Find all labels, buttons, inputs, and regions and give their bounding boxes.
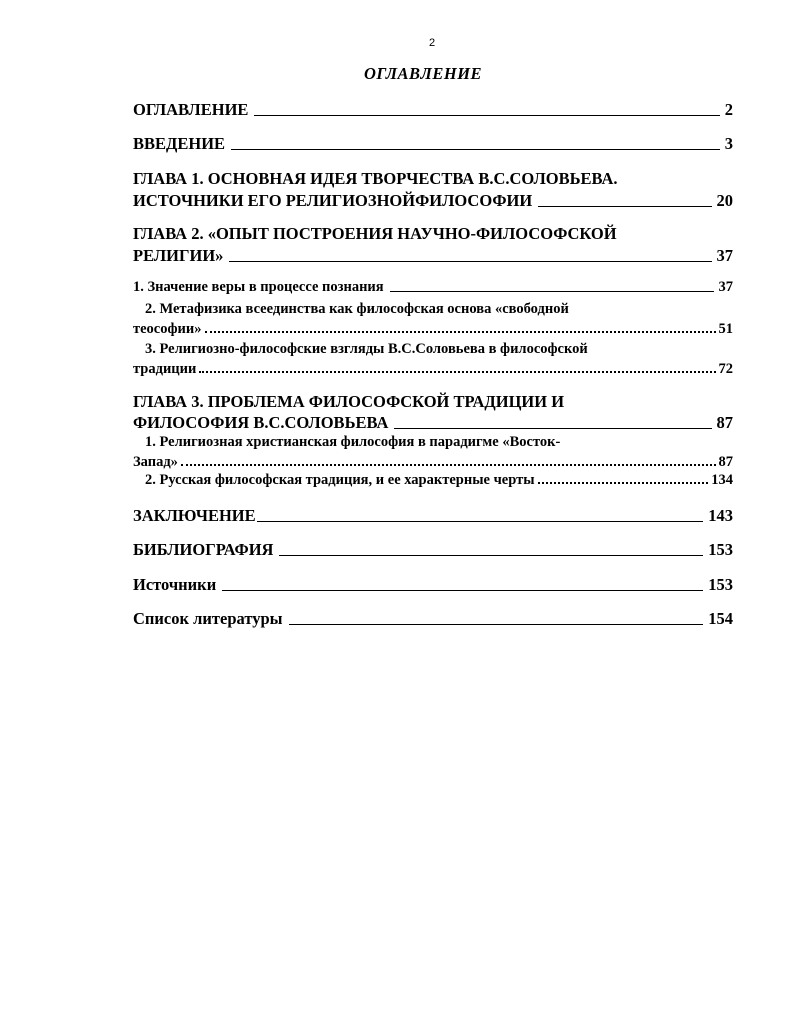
toc-entry-chapter-3[interactable] (133, 391, 733, 433)
toc-entry-page: 37 (716, 246, 733, 265)
leader-dots (181, 464, 716, 466)
leader-line (231, 149, 720, 150)
toc-entry-chapter-1[interactable] (133, 168, 733, 212)
leader-line (538, 206, 711, 207)
leader-line (222, 590, 703, 591)
leader-line (279, 555, 703, 556)
toc-entry-title: Источники (133, 575, 217, 594)
toc-entry-page: 3 (724, 134, 733, 153)
toc-entry-page: 37 (718, 279, 733, 295)
toc-entry-sources[interactable] (133, 575, 733, 595)
toc-entry-page: 143 (708, 506, 733, 525)
leader-line (390, 291, 714, 292)
toc-entry-section-3-2[interactable] (145, 472, 733, 489)
toc-entry-title: ЗАКЛЮЧЕНИЕ (133, 506, 256, 525)
toc-entry-title: ВВЕДЕНИЕ (133, 134, 226, 153)
toc-entry-conclusion[interactable] (133, 506, 733, 526)
toc-entry-page: 72 (718, 361, 733, 377)
toc-entry-title-line-1: 1. Религиозная христианская философия в парадигме «Восток- (145, 434, 561, 450)
toc-entry-page: 20 (716, 191, 733, 210)
toc-entry-introduction[interactable] (133, 134, 733, 154)
toc-entry-section-3-1[interactable] (133, 432, 733, 472)
toc-entry-section-2-2[interactable] (133, 299, 733, 339)
toc-entry-title: Список литературы (133, 609, 283, 628)
toc-entry-title: 2. Русская философская традиция, и ее характерные черты (145, 472, 535, 488)
leader-line (289, 624, 704, 625)
toc-entry-page: 134 (711, 472, 733, 488)
toc-entry-section-2-1[interactable] (133, 279, 733, 296)
toc-entry-page: 87 (718, 454, 733, 470)
toc-entry-title-line-2: РЕЛИГИИ» (133, 246, 224, 265)
toc-entry-page: 153 (708, 540, 733, 559)
toc-entry-page: 87 (716, 413, 733, 432)
toc-entry-bibliography[interactable] (133, 540, 733, 560)
toc-entry-title-line-1: ГЛАВА 1. ОСНОВНАЯ ИДЕЯ ТВОРЧЕСТВА В.С.СОЛОВЬЕВА. (133, 169, 618, 188)
toc-entry-title-line-1: ГЛАВА 2. «ОПЫТ ПОСТРОЕНИЯ НАУЧНО-ФИЛОСОФСКОЙ (133, 224, 617, 243)
toc-entry-title-line-1: 3. Религиозно-философские взгляды В.С.Соловьева в философской (145, 341, 588, 357)
leader-dots (538, 482, 709, 484)
toc-entry-title-line-1: 2. Метафизика всеединства как философская основа «свободной (145, 301, 569, 317)
toc-entry-title: 1. Значение веры в процессе познания (133, 279, 384, 295)
toc-entry-title: ОГЛАВЛЕНИЕ (133, 100, 249, 119)
toc-entry-title-line-2: традиции (133, 361, 197, 377)
toc-entry-title-line-2: ФИЛОСОФИЯ В.С.СОЛОВЬЕВА (133, 413, 389, 432)
toc-heading: ОГЛАВЛЕНИЕ (363, 64, 483, 83)
leader-dots (199, 371, 715, 373)
toc-entry-title-line-2: ИСТОЧНИКИ ЕГО РЕЛИГИОЗНОЙФИЛОСОФИИ (133, 191, 533, 210)
leader-line (394, 428, 711, 429)
leader-line (257, 521, 704, 522)
toc-entry-contents[interactable] (133, 100, 733, 120)
page-number: 2 (428, 37, 436, 49)
toc-entry-section-2-3[interactable] (133, 339, 733, 379)
toc-entry-title-line-2: Запад» (133, 454, 178, 470)
toc-entry-page: 2 (724, 100, 733, 119)
toc-entry-page: 153 (708, 575, 733, 594)
toc-entry-title-line-1: ГЛАВА 3. ПРОБЛЕМА ФИЛОСОФСКОЙ ТРАДИЦИИ И (133, 392, 565, 411)
toc-entry-page: 154 (708, 609, 733, 628)
leader-dots (205, 331, 716, 333)
toc-entry-page: 51 (718, 321, 733, 337)
toc-entry-chapter-2[interactable] (133, 223, 733, 267)
toc-entry-references[interactable] (133, 609, 733, 629)
leader-line (229, 261, 711, 262)
toc-entry-title: БИБЛИОГРАФИЯ (133, 540, 274, 559)
toc-entry-title-line-2: теософии» (133, 321, 202, 337)
leader-line (254, 115, 719, 116)
